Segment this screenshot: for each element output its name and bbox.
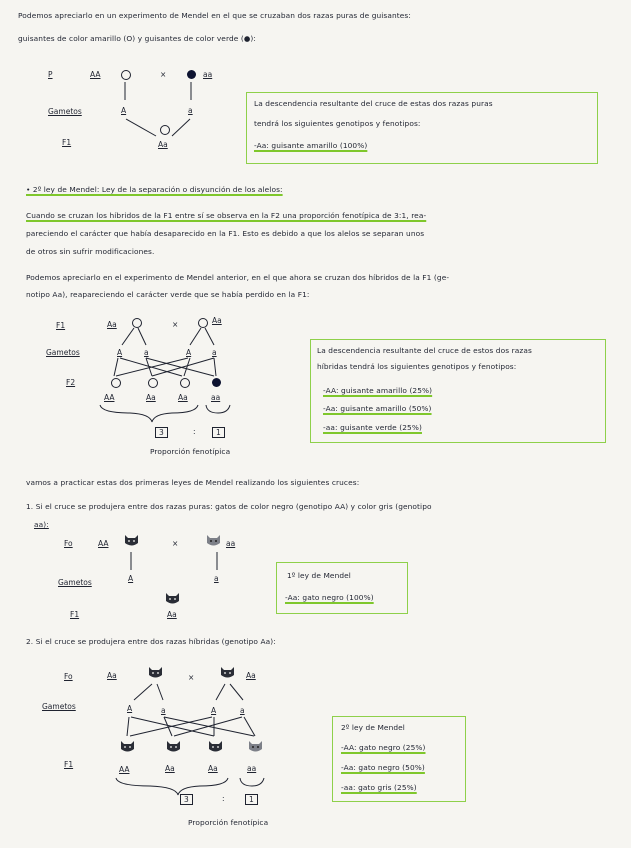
box-title: 1º ley de Mendel (287, 571, 351, 580)
caption: Proporción fenotípica (150, 447, 231, 456)
gamete-2: a (161, 706, 166, 715)
second-law-p1-line-3: de otros sin sufrir modificaciones. (26, 247, 155, 256)
gamete-3: A (211, 706, 217, 715)
intro-line-2: guisantes de color amarillo (O) y guisantes de color verde (●): (18, 34, 256, 43)
gametes-label: Gametos (42, 702, 76, 711)
ratio-right: 1 (245, 794, 258, 805)
cross-symbol: × (172, 320, 179, 329)
parent-left-genotype: Aa (107, 320, 117, 329)
parent-right-genotype: Aa (246, 671, 256, 680)
offspring-4: aa (247, 764, 257, 773)
box-item-2: -Aa: gato negro (50%) (341, 763, 425, 772)
offspring-4: aa (211, 393, 221, 402)
ratio-left: 3 (180, 794, 193, 805)
cross-symbol: × (188, 673, 195, 682)
box-line-2: híbridas tendrá los siguientes genotipos y fenotipos: (317, 362, 517, 371)
offspring-1: AA (104, 393, 115, 402)
ratio-left: 3 (155, 427, 168, 438)
question-2-line-1: 2. Si el cruce se produjera entre dos razas híbridas (genotipo Aa): (26, 637, 276, 646)
gametes-label: Gametos (48, 107, 82, 116)
gamete-1: A (117, 348, 123, 357)
f1-genotype: Aa (167, 610, 177, 619)
cross-symbol: × (172, 539, 179, 548)
intro-line-1: Podemos apreciarlo en un experimento de Mendel en el que se cruzaban dos razas puras de guisantes: (18, 11, 411, 20)
parent-left-genotype: AA (98, 539, 109, 548)
caption: Proporción fenotípica (188, 818, 269, 827)
parent-right-genotype: aa (226, 539, 236, 548)
gamete-2: a (144, 348, 149, 357)
parent-left-genotype: AA (90, 70, 101, 79)
practice-intro: vamos a practicar estas dos primeras leyes de Mendel realizando los siguientes cruces: (26, 478, 360, 487)
offspring-2: Aa (146, 393, 156, 402)
gamete-right: a (188, 106, 193, 115)
offspring-1: AA (119, 765, 130, 774)
box-item-1: -Aa: guisante amarillo (100%) (254, 141, 368, 150)
gamete-left: A (121, 106, 127, 115)
offspring-3: Aa (178, 393, 188, 402)
box-title: 2º ley de Mendel (341, 723, 405, 732)
gamete-4: a (212, 348, 217, 357)
p-label: P (48, 70, 53, 79)
second-law-p1-line-1: Cuando se cruzan los híbridos de la F1 entre sí se observa en la F2 una proporción fenotípica de 3:1, rea- (26, 211, 427, 220)
box-item-3: -aa: guisante verde (25%) (323, 423, 422, 432)
box-item-2: -Aa: guisante amarillo (50%) (323, 404, 432, 413)
f2-label: F2 (66, 378, 76, 387)
box-line-2: tendrá los siguientes genotipos y fenotipos: (254, 119, 421, 128)
box-line-1: La descendencia resultante del cruce de estos dos razas (317, 346, 532, 355)
gametes-label: Gametos (58, 578, 92, 587)
f1-label: F1 (62, 138, 72, 147)
box-item-1: -Aa: gato negro (100%) (285, 593, 374, 602)
f1-genotype: Aa (158, 140, 168, 149)
ratio-right: 1 (212, 427, 225, 438)
box-item-1: -AA: gato negro (25%) (341, 743, 426, 752)
parent-right-genotype: Aa (212, 316, 222, 325)
box-item-1: -AA: guisante amarillo (25%) (323, 386, 433, 395)
parent-right-genotype: aa (203, 70, 213, 79)
offspring-3: Aa (208, 764, 218, 773)
question-1-line-1: 1. Si el cruce se produjera entre dos razas puras: gatos de color negro (genotipo AA) y color gris (genotipo (26, 502, 432, 511)
box-item-3: -aa: gato gris (25%) (341, 783, 417, 792)
second-law-p2-line-2: notipo Aa), reapareciendo el carácter verde que se había perdido en la F1: (26, 290, 310, 299)
parent-left-genotype: Aa (107, 671, 117, 680)
gamete-3: A (186, 348, 192, 357)
f1-label: F1 (64, 760, 74, 769)
gamete-right: a (214, 574, 219, 583)
second-law-heading: • 2º ley de Mendel: Ley de la separación o disyunción de los alelos: (26, 185, 283, 194)
p-label: Fo (64, 672, 73, 681)
f1-label: F1 (56, 321, 66, 330)
cross-4-result-box (332, 716, 466, 802)
cross-symbol: × (160, 70, 167, 79)
second-law-p1-line-2: pareciendo el carácter que había desaparecido en la F1. Esto es debido a que los alelos se separan unos (26, 229, 425, 238)
gamete-4: a (240, 706, 245, 715)
second-law-p2-line-1: Podemos apreciarlo en el experimento de Mendel anterior, en el que ahora se cruzan dos híbridos de la F1 (ge- (26, 273, 450, 282)
ratio-separator: : (222, 794, 225, 803)
offspring-2: Aa (165, 764, 175, 773)
gametes-label: Gametos (46, 348, 80, 357)
box-line-1: La descendencia resultante del cruce de estas dos razas puras (254, 99, 493, 108)
question-1-line-2: aa): (34, 520, 49, 529)
ratio-separator: : (193, 427, 196, 436)
f1-label: F1 (70, 610, 80, 619)
gamete-1: A (127, 704, 133, 713)
p-label: Fo (64, 539, 73, 548)
gamete-left: A (128, 574, 134, 583)
